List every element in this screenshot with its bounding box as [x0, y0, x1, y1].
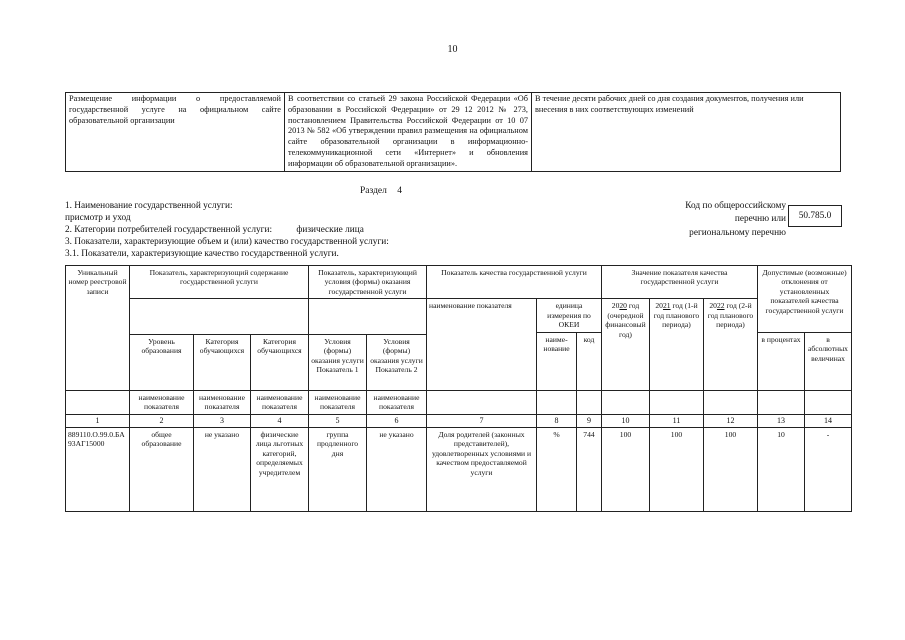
page-number: 10: [447, 44, 458, 55]
section-title: [360, 186, 402, 196]
row-deviation-absolute: -: [805, 427, 852, 511]
header-unique-blank: [66, 390, 130, 414]
col-num: 10: [602, 414, 650, 427]
row-category-1: не указано: [194, 427, 251, 511]
header-values: Значение показателя качества государственной услуги: [602, 266, 758, 299]
header-category-1: Категория обучающихся: [194, 334, 251, 390]
header-blank-7: [427, 390, 537, 414]
header-name-5: наименование показателя: [309, 390, 367, 414]
header-blank-12: [704, 390, 758, 414]
header-name-3: наименование показателя: [194, 390, 251, 414]
row-deviation-percent: 10: [758, 427, 805, 511]
quality-heading: 3.1. Показатели, характеризующие качество государственной услуги.: [65, 249, 339, 259]
header-condition-2: Условия (формы) оказания услуги Показатель 2: [367, 334, 427, 390]
col-num: 9: [577, 414, 602, 427]
col-num: 11: [650, 414, 704, 427]
row-code: 744: [577, 427, 602, 511]
header-year-1: 2020 год (очередной финансовый год): [602, 299, 650, 390]
row-value-2: 100: [650, 427, 704, 511]
service-name-label: 1. Наименование государственной услуги:: [65, 201, 233, 211]
header-unique-number: Уникальный номер реестровой записи: [66, 266, 130, 391]
info-cell-3: В течение десяти рабочих дней со дня создания документов, получения или внесения в них соответствующих изменений: [532, 93, 841, 172]
header-blank-9: [577, 390, 602, 414]
header-deviation: Допустимые (возможные) отклонения от установленных показателей качества государственной услуги: [758, 266, 852, 333]
header-name-2: наименование показателя: [130, 390, 194, 414]
section-number: 4: [397, 186, 402, 196]
header-year-3: 2022 год (2-й год планового периода): [704, 299, 758, 390]
col-num: 14: [805, 414, 852, 427]
col-num: 4: [251, 414, 309, 427]
service-name-value: присмотр и уход: [65, 213, 131, 223]
indicators-heading: 3. Показатели, характеризующие объем и (или) качество государственной услуги:: [65, 237, 389, 247]
header-conditions-spacer: [309, 299, 427, 334]
col-num: 1: [66, 414, 130, 427]
column-numbers-row: [66, 414, 852, 427]
section-label: Раздел: [360, 186, 387, 196]
row-indicator: Доля родителей (законных представителей), удовлетворенных условиями и качеством предоставляемой услуги: [427, 427, 537, 511]
consumer-category: [65, 225, 364, 235]
header-name-4: наименование показателя: [251, 390, 309, 414]
col-num: 12: [704, 414, 758, 427]
info-cell-1: Размещение информации о предоставляемой государственной услуге на официальном сайте образовательной организации: [66, 93, 285, 172]
row-condition-1: группа продленного дня: [309, 427, 367, 511]
consumer-category-label: 2. Категории потребителей государственной услуги:: [65, 225, 273, 235]
header-unit-name: наиме-нование: [537, 332, 577, 390]
header-unit-code: код: [577, 332, 602, 390]
header-percent: в процентах: [758, 332, 805, 390]
header-year-2: 2021 год (1-й год планового периода): [650, 299, 704, 390]
row-unit: %: [537, 427, 577, 511]
header-unit: единица измерения по ОКЕИ: [537, 299, 602, 332]
col-num: 2: [130, 414, 194, 427]
col-num: 7: [427, 414, 537, 427]
header-conditions: Показатель, характеризующий условия (формы) оказания государственной услуги: [309, 266, 427, 299]
header-blank-14: [805, 390, 852, 414]
col-num: 8: [537, 414, 577, 427]
col-num: 5: [309, 414, 367, 427]
row-id: 889110.О.99.0.БА93АГ15000: [66, 427, 130, 511]
header-category-2: Категория обучающихся: [251, 334, 309, 390]
row-value-3: 100: [704, 427, 758, 511]
header-name-6: наименование показателя: [367, 390, 427, 414]
header-blank-8: [537, 390, 577, 414]
row-category-2: физические лица льготных категорий, определяемых учредителем: [251, 427, 309, 511]
col-num: 3: [194, 414, 251, 427]
info-table: [65, 92, 841, 172]
col-num: 6: [367, 414, 427, 427]
quality-table: [65, 265, 852, 512]
row-level: общее образование: [130, 427, 194, 511]
info-cell-2: В соответствии со статьей 29 закона Российской Федерации «Об образовании в Российской Федерации» от 29 12 2012 № 273, постановлением Правительства Российской Федерации от 10 07 2013 № 582 «Об утверждении правил размещения на официальном сайте образовательной организации в информационно-телекоммуникационной сети «Интернет» и обновления информации об образовательной организации».: [285, 93, 532, 172]
consumer-category-value: физические лица: [296, 225, 364, 235]
header-level: Уровень образования: [130, 334, 194, 390]
col-num: 13: [758, 414, 805, 427]
row-value-1: 100: [602, 427, 650, 511]
header-blank-13: [758, 390, 805, 414]
header-indicator-name: наименование показателя: [427, 299, 537, 390]
header-content: Показатель, характеризующий содержание государственной услуги: [130, 266, 309, 299]
registry-code-value: 50.785.0: [788, 205, 842, 227]
header-blank-10: [602, 390, 650, 414]
header-blank-11: [650, 390, 704, 414]
header-condition-1: Условия (формы) оказания услуги Показатель 1: [309, 334, 367, 390]
row-condition-2: не указано: [367, 427, 427, 511]
registry-code-label: Код по общероссийскому перечню или региональному перечню: [685, 201, 786, 238]
header-quality-indicator: Показатель качества государственной услуги: [427, 266, 602, 299]
table-row: [66, 427, 852, 511]
header-absolute: в абсолютных величинах: [805, 332, 852, 390]
header-content-spacer: [130, 299, 309, 334]
